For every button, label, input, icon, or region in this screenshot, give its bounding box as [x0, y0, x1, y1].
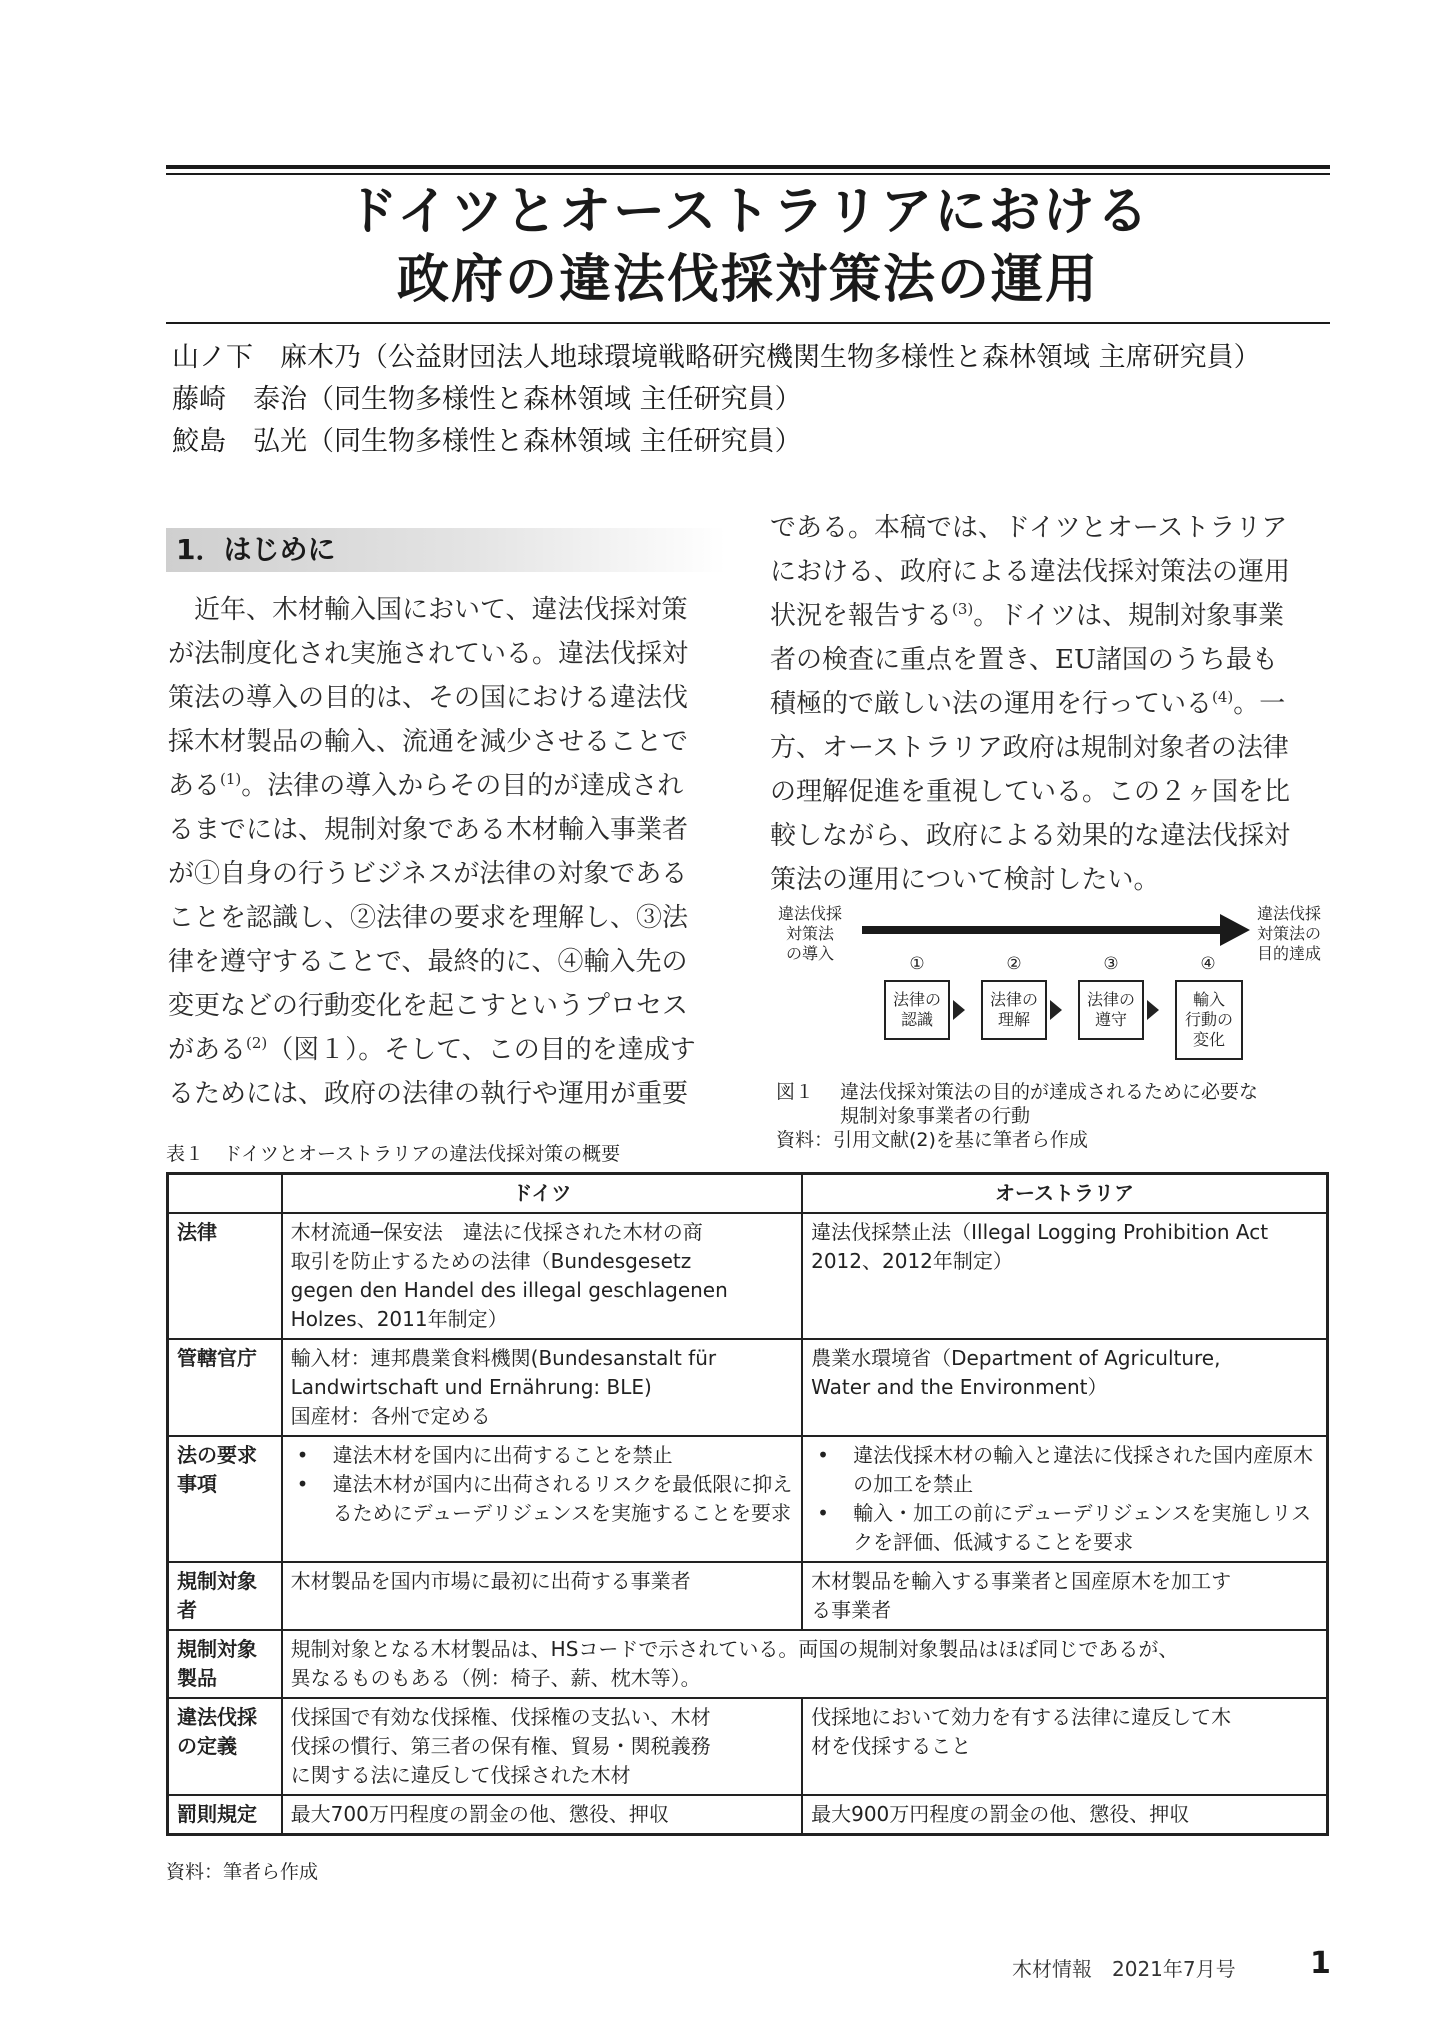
step-1-box: 法律の 認識	[884, 980, 950, 1040]
table-caption: 表１ ドイツとオーストラリアの違法伐採対策の概要	[166, 1143, 621, 1165]
figure-caption-line-1: 違法伐採対策法の目的が達成されるために必要な	[840, 1081, 1259, 1103]
title-bottom-rule	[166, 322, 1330, 324]
requirements-australia-list	[811, 1441, 1318, 1557]
text-line: 策法の運用について検討したい。	[770, 865, 1160, 895]
row-label-requirements: 法の要求 事項	[168, 1436, 282, 1562]
text-line: 方、オーストラリア政府は規制対象者の法律	[770, 733, 1289, 763]
author-name: 鮫島 弘光	[172, 426, 307, 457]
cell-target-australia: 木材製品を輸入する事業者と国産原木を加工す る事業者	[802, 1562, 1327, 1630]
top-rule-thick	[166, 165, 1330, 169]
cell-requirements-australia	[802, 1436, 1327, 1562]
text-line: が法制度化され実施されている。違法伐採対	[168, 639, 689, 669]
text-line: における、政府による違法伐採対策法の運用	[770, 557, 1291, 587]
text-line: の理解促進を重視している。この２ヶ国を比	[770, 777, 1291, 807]
author-affiliation: （同生物多様性と森林領域 主任研究員）	[307, 426, 802, 457]
top-rule-thin	[166, 173, 1330, 175]
citation-ref: (3)	[952, 600, 974, 618]
table-header-australia: オーストラリア	[802, 1174, 1327, 1214]
page-number: 1	[1310, 1946, 1331, 1981]
cell-requirements-germany	[282, 1436, 802, 1562]
cell-agency-australia: 農業水環境省（Department of Agriculture, Water and the Environment）	[802, 1339, 1327, 1436]
citation-ref: (4)	[1212, 688, 1234, 706]
author-1	[172, 338, 1261, 378]
section-heading-text: 1．はじめに	[176, 533, 336, 566]
text-line: が①自身の行うビジネスが法律の対象である	[168, 859, 688, 889]
table-row-requirements	[168, 1436, 1328, 1562]
cell-agency-germany: 輸入材：連邦農業食料機関(Bundesanstalt für Landwirtschaft und Ernährung: BLE) 国産材：各州で定める	[282, 1339, 802, 1436]
list-item: • 違法木材が国内に出荷されるリスクを最低限に抑えるためにデューデリジェンスを実施することを要求	[291, 1470, 793, 1528]
section-heading	[166, 528, 726, 572]
process-arrow-head	[1220, 914, 1250, 946]
step-3-box: 法律の 遵守	[1078, 980, 1144, 1040]
step-1-number: ①	[909, 954, 925, 974]
text-line: るまでには、規制対象である木材輸入事業者	[168, 815, 689, 845]
table-header-row	[168, 1174, 1328, 1214]
requirements-germany-list	[291, 1441, 793, 1528]
text-line: 者の検査に重点を置き、EU諸国のうち最も	[770, 645, 1278, 675]
right-column-text	[770, 506, 1330, 902]
step-arrow-1	[953, 1000, 965, 1020]
row-label-definition: 違法伐採 の定義	[168, 1698, 282, 1795]
table-row-agency	[168, 1339, 1328, 1436]
text-line: 変更などの行動変化を起こすというプロセス	[168, 991, 689, 1021]
text-line: 状況を報告する$^{(3)}$。ドイツは、規制対象事業	[770, 600, 1284, 631]
row-label-penalty: 罰則規定	[168, 1795, 282, 1835]
author-3	[172, 422, 802, 462]
list-item: • 違法木材を国内に出荷することを禁止	[291, 1441, 793, 1470]
author-name: 藤崎 泰治	[172, 384, 307, 415]
cell-products-both: 規制対象となる木材製品は、HSコードで示されている。両国の規制対象製品はほぼ同じであるが、 異なるものもある（例：椅子、薪、枕木等）。	[282, 1630, 1328, 1698]
table-header-germany: ドイツ	[282, 1174, 802, 1214]
step-4-box: 輸入 行動の 変化	[1175, 980, 1243, 1060]
text-line: 策法の導入の目的は、その国における違法伐	[168, 683, 689, 713]
page-title-line-1: ドイツとオーストラリアにおける	[345, 181, 1151, 242]
table-source: 資料：筆者ら作成	[166, 1861, 319, 1883]
text-line: 近年、木材輸入国において、違法伐採対策	[168, 595, 688, 625]
comparison-table	[166, 1172, 1329, 1836]
figure-end-label: 違法伐採 対策法の 目的達成	[1256, 904, 1321, 963]
table-row-law	[168, 1213, 1328, 1339]
step-2-box: 法律の 理解	[981, 980, 1047, 1040]
author-affiliation: （同生物多様性と森林領域 主任研究員）	[307, 384, 802, 415]
step-4-number: ④	[1200, 954, 1216, 974]
journal-issue: 木材情報 2021年7月号	[1012, 1957, 1236, 1981]
table-header-empty	[168, 1174, 282, 1214]
step-2-number: ②	[1006, 954, 1022, 974]
cell-law-germany: 木材流通─保安法 違法に伐採された木材の商 取引を防止するための法律（Bundesgesetz gegen den Handel des illegal geschlagenen Holzes、2011年制定）	[282, 1213, 802, 1339]
author-name: 山ノ下 麻木乃	[172, 342, 361, 373]
page-title-line-2: 政府の違法伐採対策法の運用	[396, 249, 1099, 310]
cell-definition-australia: 伐採地において効力を有する法律に違反して木 材を伐採すること	[802, 1698, 1327, 1795]
table-row-products	[168, 1630, 1328, 1698]
cell-target-germany: 木材製品を国内市場に最初に出荷する事業者	[282, 1562, 802, 1630]
table-row-definition	[168, 1698, 1328, 1795]
text-line: がある$^{(2)}$（図１）。そして、この目的を達成す	[168, 1034, 696, 1065]
row-label-target: 規制対象 者	[168, 1562, 282, 1630]
text-line: である。本稿では、ドイツとオーストラリア	[770, 513, 1288, 543]
author-2	[172, 380, 802, 420]
row-label-products: 規制対象 製品	[168, 1630, 282, 1698]
text-line: ことを認識し、②法律の要求を理解し、③法	[168, 903, 689, 933]
left-column-text	[168, 588, 728, 1116]
step-arrow-2	[1050, 1000, 1062, 1020]
cell-law-australia: 違法伐採禁止法（Illegal Logging Prohibition Act 2012、2012年制定）	[802, 1213, 1327, 1339]
figure-caption	[776, 1080, 1258, 1104]
figure-start-label: 違法伐採 対策法 の導入	[777, 904, 842, 963]
row-label-agency: 管轄官庁	[168, 1339, 282, 1436]
text-line: るためには、政府の法律の執行や運用が重要	[168, 1079, 689, 1109]
list-item: • 輸入・加工の前にデューデリジェンスを実施しリスクを評価、低減することを要求	[811, 1499, 1318, 1557]
text-line: ある$^{(1)}$。法律の導入からその目的が達成され	[168, 770, 684, 801]
figure-1	[770, 900, 1330, 1080]
text-line: 採木材製品の輸入、流通を減少させることで	[168, 727, 689, 757]
citation-ref: (1)	[220, 770, 242, 788]
table-row-target	[168, 1562, 1328, 1630]
step-arrow-3	[1147, 1000, 1159, 1020]
list-item: • 違法伐採木材の輸入と違法に伐採された国内産原木の加工を禁止	[811, 1441, 1318, 1499]
cell-penalty-australia: 最大900万円程度の罰金の他、懲役、押収	[802, 1795, 1327, 1835]
cell-penalty-germany: 最大700万円程度の罰金の他、懲役、押収	[282, 1795, 802, 1835]
process-arrow-line	[862, 926, 1222, 934]
row-label-law: 法律	[168, 1213, 282, 1339]
citation-ref: (2)	[246, 1034, 268, 1052]
figure-caption-label: 図１	[776, 1081, 815, 1103]
figure-source: 資料：引用文献(2)を基に筆者ら作成	[776, 1129, 1088, 1151]
text-line: 較しながら、政府による効果的な違法伐採対	[770, 821, 1291, 851]
text-line: 積極的で厳しい法の運用を行っている$^{(4)}$。一	[770, 688, 1286, 719]
cell-definition-germany: 伐採国で有効な伐採権、伐採権の支払い、木材 伐採の慣行、第三者の保有権、貿易・関税義務 に関する法に違反して伐採された木材	[282, 1698, 802, 1795]
step-3-number: ③	[1103, 954, 1119, 974]
table-row-penalty	[168, 1795, 1328, 1835]
figure-caption-line-2: 規制対象事業者の行動	[840, 1105, 1031, 1127]
text-line: 律を遵守することで、最終的に、④輸入先の	[168, 947, 688, 977]
author-affiliation: （公益財団法人地球環境戦略研究機関生物多様性と森林領域 主席研究員）	[361, 342, 1261, 373]
